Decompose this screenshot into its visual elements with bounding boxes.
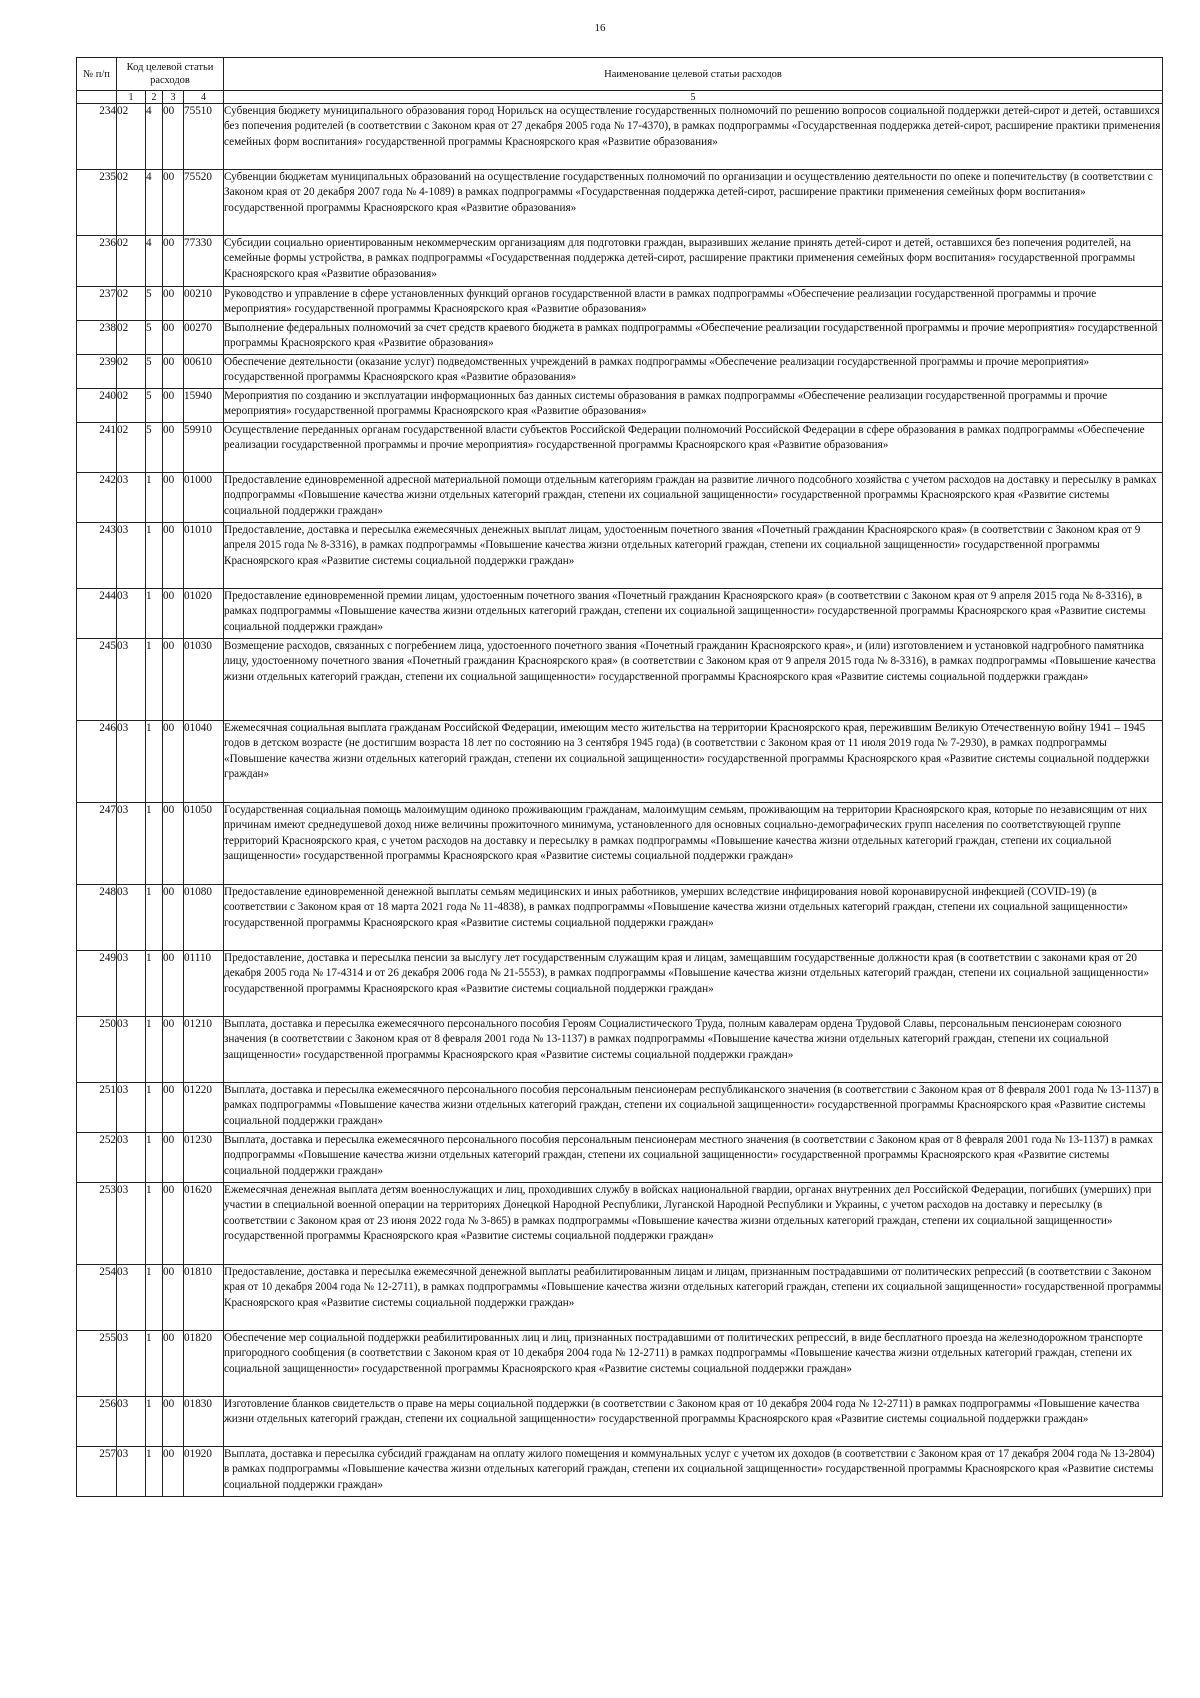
code-part-3: 00 <box>163 355 184 389</box>
code-part-4: 01230 <box>184 1133 224 1183</box>
code-part-4: 77330 <box>184 236 224 287</box>
code-part-3: 00 <box>163 803 184 885</box>
code-part-1: 02 <box>117 423 146 473</box>
code-part-2: 1 <box>146 803 163 885</box>
code-part-3: 00 <box>163 721 184 803</box>
code-part-4: 75510 <box>184 104 224 170</box>
code-part-2: 5 <box>146 355 163 389</box>
row-description: Выплата, доставка и пересылка ежемесячного персонального пособия персональным пенсионерам местного значения (в соответствии с Законом края от 8 февраля 2001 года № 13-1137) в рамках подпрограммы «Повышение качества жизни отдельных категорий граждан, степени их социальной защищенности» государственной программы Красноярского края «Развитие системы социальной поддержки граждан» <box>224 1133 1163 1183</box>
row-description: Возмещение расходов, связанных с погребением лица, удостоенного почетного звания «Почетный гражданин Красноярского края», и (или) изготовлением и установкой надгробного памятника лицу, удостоенному почетного звания «Почетный гражданин Красноярского края» (в соответствии с Законом края от 9 апреля 2015 года № 8-3316), в рамках подпрограммы «Повышение качества жизни отдельных категорий граждан, степени их социальной защищенности» государственной программы Красноярского края «Развитие системы социальной поддержки граждан» <box>224 639 1163 721</box>
code-part-2: 4 <box>146 170 163 236</box>
row-number: 247 <box>77 803 117 885</box>
table-row <box>77 104 1163 170</box>
code-part-3: 00 <box>163 1133 184 1183</box>
col-number: 4 <box>184 91 224 104</box>
code-part-1: 03 <box>117 885 146 951</box>
row-number: 239 <box>77 355 117 389</box>
code-part-1: 03 <box>117 803 146 885</box>
col-number: 5 <box>224 91 1163 104</box>
code-part-1: 03 <box>117 1183 146 1265</box>
row-number: 244 <box>77 589 117 639</box>
row-description: Выполнение федеральных полномочий за счет средств краевого бюджета в рамках подпрограммы «Обеспечение реализации государственной программы и прочие мероприятия» государственной программы Красноярского края «Развитие образования» <box>224 321 1163 355</box>
table-row <box>77 287 1163 321</box>
code-part-4: 01820 <box>184 1331 224 1397</box>
code-part-2: 4 <box>146 104 163 170</box>
table-row <box>77 1083 1163 1133</box>
code-part-3: 00 <box>163 321 184 355</box>
table-row <box>77 1331 1163 1397</box>
code-part-1: 03 <box>117 1331 146 1397</box>
code-part-2: 5 <box>146 321 163 355</box>
code-part-4: 01010 <box>184 523 224 589</box>
row-description: Субсидии социально ориентированным некоммерческим организациям для подготовки граждан, выразивших желание принять детей-сирот и детей, оставшихся без попечения родителей, на семейные формы устройства, в рамках подпрограммы «Государственная поддержка детей-сирот, расширение практики применения семейных форм воспитания» государственной программы Красноярского края «Развитие образования» <box>224 236 1163 287</box>
code-part-4: 01110 <box>184 951 224 1017</box>
row-number: 250 <box>77 1017 117 1083</box>
code-part-3: 00 <box>163 423 184 473</box>
code-part-1: 03 <box>117 473 146 523</box>
code-part-3: 00 <box>163 1447 184 1497</box>
row-number: 235 <box>77 170 117 236</box>
code-part-4: 01810 <box>184 1265 224 1331</box>
code-part-1: 02 <box>117 355 146 389</box>
col-number: 3 <box>163 91 184 104</box>
table-row <box>77 639 1163 721</box>
code-part-2: 1 <box>146 885 163 951</box>
code-part-3: 00 <box>163 287 184 321</box>
row-number: 251 <box>77 1083 117 1133</box>
code-part-1: 03 <box>117 951 146 1017</box>
row-number: 240 <box>77 389 117 423</box>
code-part-4: 00610 <box>184 355 224 389</box>
table-row <box>77 951 1163 1017</box>
row-number: 236 <box>77 236 117 287</box>
row-number: 249 <box>77 951 117 1017</box>
code-part-4: 01000 <box>184 473 224 523</box>
table-row <box>77 1133 1163 1183</box>
code-part-4: 01020 <box>184 589 224 639</box>
row-number: 252 <box>77 1133 117 1183</box>
row-description: Государственная социальная помощь малоимущим одиноко проживающим гражданам, малоимущим семьям, проживающим на территории Красноярского края, которые по независящим от них причинам имеют среднедушевой доход ниже величины прожиточного минимума, установленного для основных социально-демографических групп населения по соответствующей группе территорий Красноярского края, с учетом расходов на доставку и пересылку в рамках подпрограммы «Повышение качества жизни отдельных категорий граждан, степени их социальной защищенности» государственной программы Красноярского края «Развитие системы социальной поддержки граждан» <box>224 803 1163 885</box>
code-part-4: 01080 <box>184 885 224 951</box>
code-part-3: 00 <box>163 1183 184 1265</box>
row-description: Мероприятия по созданию и эксплуатации информационных баз данных системы образования в рамках подпрограммы «Обеспечение реализации государственной программы и прочие мероприятия» государственной программы Красноярского края «Развитие образования» <box>224 389 1163 423</box>
code-part-2: 1 <box>146 1133 163 1183</box>
code-part-2: 1 <box>146 1265 163 1331</box>
code-part-1: 03 <box>117 1017 146 1083</box>
code-part-1: 03 <box>117 1133 146 1183</box>
row-number: 234 <box>77 104 117 170</box>
table-row <box>77 1447 1163 1497</box>
header-name: Наименование целевой статьи расходов <box>224 58 1163 91</box>
code-part-1: 02 <box>117 321 146 355</box>
row-description: Выплата, доставка и пересылка ежемесячного персонального пособия Героям Социалистического Труда, полным кавалерам ордена Трудовой Славы, персональным пенсионерам союзного значения (в соответствии с Законом края от 8 февраля 2001 года № 13-1137) в рамках подпрограммы «Повышение качества жизни отдельных категорий граждан, степени их социальной защищенности» государственной программы Красноярского края «Развитие системы социальной поддержки граждан» <box>224 1017 1163 1083</box>
row-number: 238 <box>77 321 117 355</box>
code-part-4: 01050 <box>184 803 224 885</box>
row-description: Руководство и управление в сфере установленных функций органов государственной власти в рамках подпрограммы «Обеспечение реализации государственной программы и прочие мероприятия» государственной программы Красноярского края «Развитие образования» <box>224 287 1163 321</box>
code-part-3: 00 <box>163 1083 184 1133</box>
row-number: 257 <box>77 1447 117 1497</box>
code-part-3: 00 <box>163 1331 184 1397</box>
code-part-2: 1 <box>146 473 163 523</box>
code-part-4: 00270 <box>184 321 224 355</box>
code-part-1: 03 <box>117 721 146 803</box>
code-part-3: 00 <box>163 1397 184 1447</box>
table-row <box>77 473 1163 523</box>
code-part-1: 03 <box>117 1083 146 1133</box>
row-description: Субвенция бюджету муниципального образования город Норильск на осуществление государственных полномочий по решению вопросов социальной поддержки детей-сирот и детей, оставшихся без попечения родителей (в соответствии с Законом края от 27 декабря 2005 года № 17-4370), в рамках подпрограммы «Государственная поддержка детей-сирот, расширение практики применения семейных форм воспитания» государственной программы Красноярского края «Развитие образования» <box>224 104 1163 170</box>
row-description: Изготовление бланков свидетельств о праве на меры социальной поддержки (в соответствии с Законом края от 10 декабря 2004 года № 12-2711) в рамках подпрограммы «Повышение качества жизни отдельных категорий граждан, степени их социальной защищенности» государственной программы Красноярского края «Развитие системы социальной поддержки граждан» <box>224 1397 1163 1447</box>
row-description: Предоставление, доставка и пересылка ежемесячной денежной выплаты реабилитированным лицам и лицам, признанным пострадавшими от политических репрессий (в соответствии с Законом края от 10 декабря 2004 года № 12-2711), в рамках подпрограммы «Повышение качества жизни отдельных категорий граждан, степени их социальной защищенности» государственной программы Красноярского края «Развитие системы социальной поддержки граждан» <box>224 1265 1163 1331</box>
code-part-2: 1 <box>146 1331 163 1397</box>
table-row <box>77 236 1163 287</box>
row-number: 254 <box>77 1265 117 1331</box>
row-description: Предоставление, доставка и пересылка ежемесячных денежных выплат лицам, удостоенным почетного звания «Почетный гражданин Красноярского края» (в соответствии с Законом края от 9 апреля 2015 года № 8-3316), в рамках подпрограммы «Повышение качества жизни отдельных категорий граждан, степени их социальной защищенности» государственной программы Красноярского края «Развитие системы социальной поддержки граждан» <box>224 523 1163 589</box>
table-row <box>77 1265 1163 1331</box>
code-part-2: 1 <box>146 1183 163 1265</box>
row-number: 245 <box>77 639 117 721</box>
code-part-1: 03 <box>117 589 146 639</box>
code-part-3: 00 <box>163 951 184 1017</box>
col-number: 2 <box>146 91 163 104</box>
table-row <box>77 389 1163 423</box>
code-part-3: 00 <box>163 104 184 170</box>
row-description: Ежемесячная денежная выплата детям военнослужащих и лиц, проходивших службу в войсках национальной гвардии, органах внутренних дел Российской Федерации, погибших (умерших) при участии в специальной военной операции на территориях Донецкой Народной Республики, Луганской Народной Республики и Украины, с учетом расходов на доставку и пересылку (в соответствии с Законом края от 23 июня 2022 года № 3-865) в рамках подпрограммы «Повышение качества жизни отдельных категорий граждан, степени их социальной защищенности» государственной программы Красноярского края «Развитие системы социальной поддержки граждан» <box>224 1183 1163 1265</box>
code-part-4: 01830 <box>184 1397 224 1447</box>
row-number: 237 <box>77 287 117 321</box>
code-part-1: 03 <box>117 1265 146 1331</box>
row-number: 256 <box>77 1397 117 1447</box>
code-part-1: 03 <box>117 1397 146 1447</box>
row-description: Выплата, доставка и пересылка субсидий гражданам на оплату жилого помещения и коммунальных услуг с учетом их доходов (в соответствии с Законом края от 17 декабря 2004 года № 13-2804) в рамках подпрограммы «Повышение качества жизни отдельных категорий граждан, степени их социальной защищенности» государственной программы Красноярского края «Развитие системы социальной поддержки граждан» <box>224 1447 1163 1497</box>
code-part-4: 01920 <box>184 1447 224 1497</box>
code-part-2: 1 <box>146 1397 163 1447</box>
code-part-3: 00 <box>163 389 184 423</box>
row-description: Обеспечение мер социальной поддержки реабилитированных лиц и лиц, признанных пострадавшими от политических репрессий, в виде бесплатного проезда на железнодорожном транспорте пригородного сообщения (в соответствии с Законом края от 10 декабря 2004 года № 12-2711) в рамках подпрограммы «Повышение качества жизни отдельных категорий граждан, степени их социальной защищенности» государственной программы Красноярского края «Развитие системы социальной поддержки граждан» <box>224 1331 1163 1397</box>
code-part-2: 4 <box>146 236 163 287</box>
code-part-1: 02 <box>117 170 146 236</box>
table-row <box>77 321 1163 355</box>
code-part-3: 00 <box>163 589 184 639</box>
row-number: 248 <box>77 885 117 951</box>
table-row <box>77 803 1163 885</box>
col-number: 1 <box>117 91 146 104</box>
code-part-3: 00 <box>163 236 184 287</box>
code-part-1: 03 <box>117 1447 146 1497</box>
code-part-2: 1 <box>146 951 163 1017</box>
table-row <box>77 423 1163 473</box>
row-description: Предоставление единовременной адресной материальной помощи отдельным категориям граждан на развитие личного подсобного хозяйства с учетом расходов на доставку и пересылку в рамках подпрограммы «Повышение качества жизни отдельных категорий граждан, степени их социальной защищенности» государственной программы Красноярского края «Развитие системы социальной поддержки граждан» <box>224 473 1163 523</box>
code-part-4: 01210 <box>184 1017 224 1083</box>
row-number: 241 <box>77 423 117 473</box>
row-number: 253 <box>77 1183 117 1265</box>
row-number: 246 <box>77 721 117 803</box>
code-part-4: 75520 <box>184 170 224 236</box>
row-number: 243 <box>77 523 117 589</box>
code-part-2: 1 <box>146 1017 163 1083</box>
code-part-2: 5 <box>146 423 163 473</box>
table-row <box>77 721 1163 803</box>
code-part-4: 59910 <box>184 423 224 473</box>
page-number: 16 <box>594 22 606 34</box>
table-row <box>77 589 1163 639</box>
row-description: Обеспечение деятельности (оказание услуг) подведомственных учреждений в рамках подпрограммы «Обеспечение реализации государственной программы и прочие мероприятия» государственной программы Красноярского края «Развитие образования» <box>224 355 1163 389</box>
code-part-3: 00 <box>163 1017 184 1083</box>
code-part-2: 1 <box>146 721 163 803</box>
code-part-3: 00 <box>163 170 184 236</box>
code-part-2: 1 <box>146 1447 163 1497</box>
code-part-4: 01220 <box>184 1083 224 1133</box>
code-part-1: 02 <box>117 287 146 321</box>
table-row <box>77 885 1163 951</box>
table-row <box>77 170 1163 236</box>
table-row <box>77 1397 1163 1447</box>
code-part-4: 01620 <box>184 1183 224 1265</box>
code-part-3: 00 <box>163 885 184 951</box>
row-description: Субвенции бюджетам муниципальных образований на осуществление государственных полномочий по организации и осуществлению деятельности по опеке и попечительству (в соответствии с Законом края от 20 декабря 2007 года № 4-1089) в рамках подпрограммы «Государственная поддержка детей-сирот, расширение практики применения семейных форм воспитания» государственной программы Красноярского края «Развитие образования» <box>224 170 1163 236</box>
table-row <box>77 523 1163 589</box>
code-part-1: 02 <box>117 104 146 170</box>
table-row <box>77 1017 1163 1083</box>
code-part-4: 01040 <box>184 721 224 803</box>
code-part-2: 1 <box>146 1083 163 1133</box>
header-num: № п/п <box>77 58 117 91</box>
row-description: Предоставление единовременной премии лицам, удостоенным почетного звания «Почетный гражданин Красноярского края» (в соответствии с Законом края от 9 апреля 2015 года № 8-3316), в рамках подпрограммы «Повышение качества жизни отдельных категорий граждан, степени их социальной защищенности» государственной программы Красноярского края «Развитие системы социальной поддержки граждан» <box>224 589 1163 639</box>
code-part-1: 02 <box>117 389 146 423</box>
row-number: 255 <box>77 1331 117 1397</box>
code-part-4: 00210 <box>184 287 224 321</box>
table-row <box>77 1183 1163 1265</box>
code-part-2: 1 <box>146 523 163 589</box>
row-description: Предоставление, доставка и пересылка пенсии за выслугу лет государственным служащим края и лицам, замещавшим государственные должности края (в соответствии с законами края от 20 декабря 2005 года № 17-4314 и от 26 декабря 2006 года № 21-5553), в рамках подпрограммы «Повышение качества жизни отдельных категорий граждан, степени их социальной защищенности» государственной программы Красноярского края «Развитие системы социальной поддержки граждан» <box>224 951 1163 1017</box>
code-part-3: 00 <box>163 639 184 721</box>
code-part-1: 02 <box>117 236 146 287</box>
code-part-3: 00 <box>163 1265 184 1331</box>
col-number-blank <box>77 91 117 104</box>
row-description: Ежемесячная социальная выплата гражданам Российской Федерации, имеющим место жительства на территории Красноярского края, пережившим Великую Отечественную войну 1941 – 1945 годов в детском возрасте (не достигшим возраста 18 лет по состоянию на 3 сентября 1945 года) (в соответствии с Законом края от 11 июля 2019 года № 7-2930), в рамках подпрограммы «Повышение качества жизни отдельных категорий граждан, степени их социальной защищенности» государственной программы Красноярского края «Развитие системы социальной поддержки граждан» <box>224 721 1163 803</box>
code-part-4: 01030 <box>184 639 224 721</box>
row-description: Предоставление единовременной денежной выплаты семьям медицинских и иных работников, умерших вследствие инфицирования новой коронавирусной инфекцией (COVID-19) (в соответствии с Законом края от 18 марта 2021 года № 11-4838), в рамках подпрограммы «Повышение качества жизни отдельных категорий граждан, степени их социальной защищенности» государственной программы Красноярского края «Развитие системы социальной поддержки граждан» <box>224 885 1163 951</box>
code-part-3: 00 <box>163 473 184 523</box>
code-part-2: 5 <box>146 389 163 423</box>
row-description: Осуществление переданных органам государственной власти субъектов Российской Федерации полномочий Российской Федерации в сфере образования в рамках подпрограммы «Обеспечение реализации государственной программы и прочие мероприятия» государственной программы Красноярского края «Развитие образования» <box>224 423 1163 473</box>
header-code: Код целевой статьи расходов <box>117 58 224 91</box>
code-part-3: 00 <box>163 523 184 589</box>
code-part-4: 15940 <box>184 389 224 423</box>
code-part-2: 1 <box>146 639 163 721</box>
code-part-1: 03 <box>117 523 146 589</box>
code-part-2: 5 <box>146 287 163 321</box>
table-header <box>77 58 1163 104</box>
table-row <box>77 355 1163 389</box>
table-body <box>77 104 1163 1497</box>
target-expense-table <box>76 57 1163 1497</box>
row-number: 242 <box>77 473 117 523</box>
code-part-2: 1 <box>146 589 163 639</box>
row-description: Выплата, доставка и пересылка ежемесячного персонального пособия персональным пенсионерам республиканского значения (в соответствии с Законом края от 8 февраля 2001 года № 13-1137) в рамках подпрограммы «Повышение качества жизни отдельных категорий граждан, степени их социальной защищенности» государственной программы Красноярского края «Развитие системы социальной поддержки граждан» <box>224 1083 1163 1133</box>
code-part-1: 03 <box>117 639 146 721</box>
